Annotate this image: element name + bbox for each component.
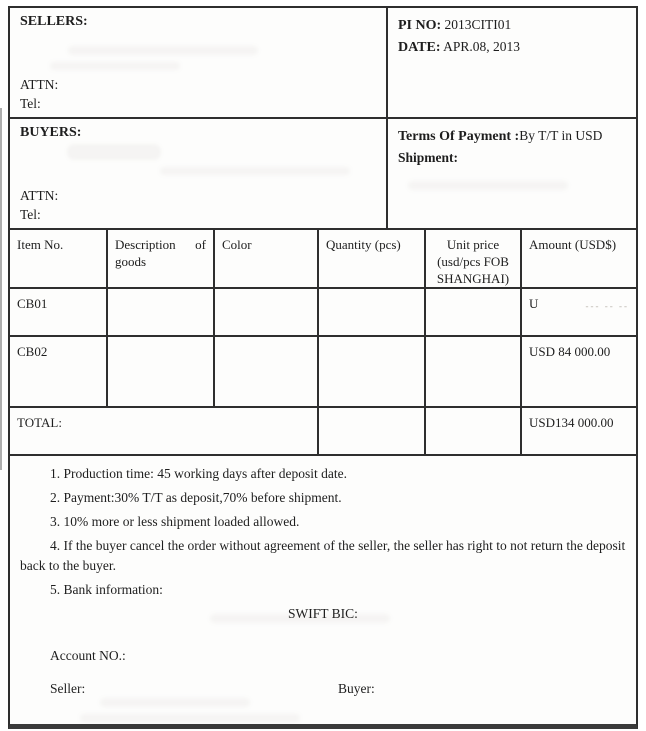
terms-pane — [388, 119, 636, 228]
buyers-terms-section — [10, 117, 636, 228]
note-payment: 2. Payment:30% T/T as deposit,70% before shipment. — [50, 490, 342, 505]
cell-item-no: CB01 — [10, 289, 108, 335]
account-no-label: Account NO.: — [50, 648, 126, 663]
date-label: DATE: — [398, 40, 441, 55]
cell-unit-price — [426, 337, 522, 406]
cell-quantity — [319, 289, 426, 335]
table-header-row — [10, 228, 636, 289]
cell-color — [215, 337, 319, 406]
total-unit-price-cell — [426, 408, 522, 454]
shipment-label: Shipment: — [398, 150, 459, 165]
col-header-unit-price: Unit price (usd/pcs FOB SHANGHAI) — [426, 230, 522, 287]
col-header-item-no: Item No. — [10, 230, 108, 287]
cell-color — [215, 289, 319, 335]
sellers-pi-section — [10, 8, 636, 117]
terms-notes-section — [10, 456, 636, 724]
col-header-quantity: Quantity (pcs) — [319, 230, 426, 287]
pi-no-line — [398, 14, 626, 36]
seller-signature-label: Seller: — [50, 681, 86, 696]
amount-partial-text: U — [529, 296, 539, 311]
terms-of-payment-line — [398, 125, 626, 147]
date-value: APR.08, 2013 — [443, 39, 521, 54]
table-row-cb02 — [10, 337, 636, 408]
cell-description — [108, 337, 215, 406]
pi-pane — [388, 8, 636, 117]
erased-text-smudge — [408, 181, 568, 190]
sellers-pane — [10, 8, 388, 117]
erased-text-smudge — [100, 698, 250, 707]
items-table — [10, 228, 636, 456]
note-shipment-tolerance: 3. 10% more or less shipment loaded allowed. — [50, 514, 300, 529]
cell-unit-price — [426, 289, 522, 335]
buyers-pane — [10, 119, 388, 228]
date-line — [398, 36, 626, 58]
table-total-row — [10, 408, 636, 456]
sellers-tel-label: Tel: — [20, 96, 41, 111]
cell-quantity — [319, 337, 426, 406]
terms-of-payment-label: Terms Of Payment : — [398, 129, 520, 144]
amount-erased-marks: --- -- -- — [585, 301, 629, 311]
terms-of-payment-value: By T/T in USD — [519, 128, 603, 143]
cell-amount: USD 84 000.00 — [529, 344, 611, 359]
col-header-description: Description of goods — [108, 230, 215, 287]
sellers-label: SELLERS: — [20, 14, 88, 29]
note-bank-information: 5. Bank information: — [50, 582, 163, 597]
buyer-signature-label: Buyer: — [338, 681, 375, 696]
total-amount-cell: USD134 000.00 — [529, 415, 614, 430]
swift-bic-label: SWIFT BIC: — [288, 606, 358, 621]
cell-amount — [522, 289, 636, 335]
pi-no-label: PI NO: — [398, 18, 442, 33]
col-header-amount: Amount (USD$) — [529, 237, 617, 252]
note-cancellation: 4. If the buyer cancel the order without agreement of the seller, the seller has right to not return the deposit back to the buyer. — [20, 538, 626, 573]
buyers-tel-label: Tel: — [20, 207, 41, 222]
buyers-attn-label: ATTN: — [20, 188, 59, 203]
cell-item-no: CB02 — [10, 337, 108, 406]
col-header-color: Color — [215, 230, 319, 287]
erased-text-smudge — [80, 714, 300, 722]
note-production-time: 1. Production time: 45 working days after deposit date. — [50, 466, 347, 481]
signature-row — [20, 679, 626, 699]
scan-edge-artifact — [0, 108, 2, 470]
pi-no-value: 2013CITI01 — [444, 17, 512, 32]
buyers-label: BUYERS: — [20, 125, 82, 140]
cell-description — [108, 289, 215, 335]
proforma-invoice-page — [8, 6, 638, 729]
total-quantity-cell — [319, 408, 426, 454]
total-label-cell: TOTAL: — [10, 408, 319, 454]
table-row-cb01 — [10, 289, 636, 337]
sellers-attn-label: ATTN: — [20, 77, 59, 92]
